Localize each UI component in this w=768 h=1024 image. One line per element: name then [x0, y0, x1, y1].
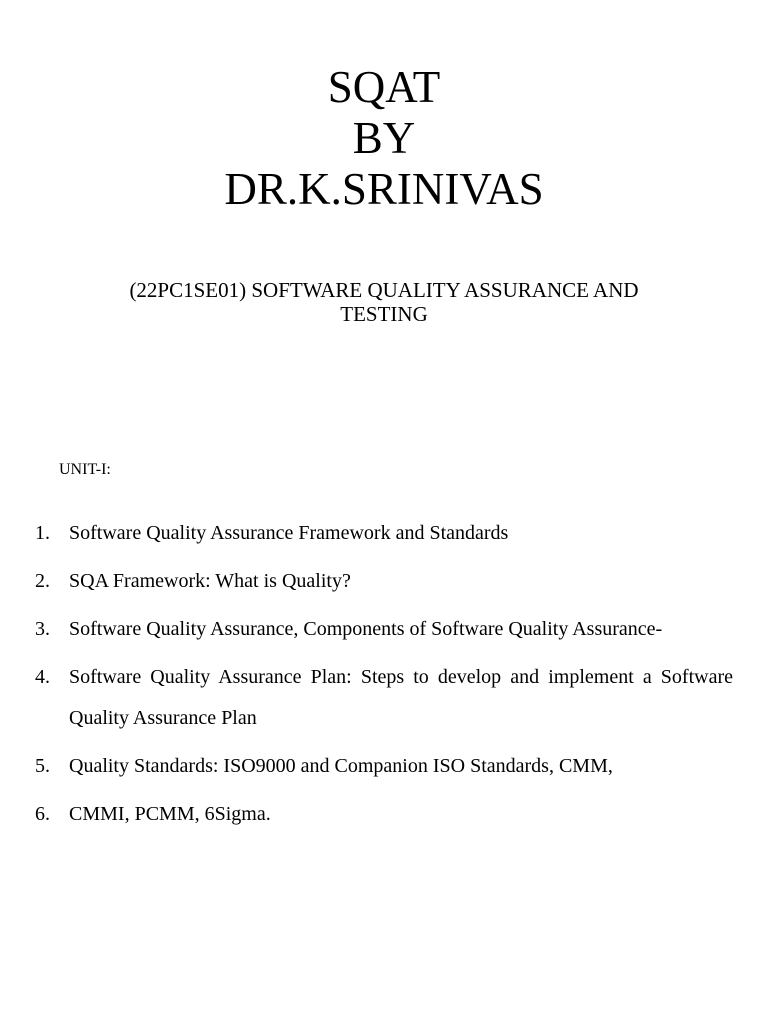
- list-item-text: CMMI, PCMM, 6Sigma.: [69, 803, 271, 825]
- list-item-number: 3.: [35, 618, 50, 640]
- list-item: [30, 746, 733, 787]
- list-item-text: Software Quality Assurance Framework and Standards: [69, 522, 509, 544]
- list-item-number: 1.: [35, 522, 50, 544]
- list-item-text: SQA Framework: What is Quality?: [69, 570, 351, 592]
- list-item: [30, 794, 733, 835]
- title-line-3: DR.K.SRINIVAS: [224, 164, 544, 214]
- course-subtitle: (22PC1SE01) SOFTWARE QUALITY ASSURANCE AND TESTING: [129, 278, 639, 326]
- list-item-text: Software Quality Assurance Plan: Steps to develop and implement a Software Quality Assurance Plan: [69, 666, 733, 729]
- unit-heading: UNIT-I:: [59, 461, 111, 478]
- title-line-2: BY: [352, 113, 416, 163]
- list-item-number: 4.: [35, 666, 50, 688]
- list-item-number: 2.: [35, 570, 50, 592]
- list-item: [30, 513, 733, 554]
- list-item: [30, 561, 733, 602]
- list-item-text: Quality Standards: ISO9000 and Companion ISO Standards, CMM,: [69, 755, 613, 777]
- list-item-number: 6.: [35, 803, 50, 825]
- title-line-1: SQAT: [327, 62, 441, 112]
- topic-list: [30, 513, 733, 842]
- list-item-text: Software Quality Assurance, Components of Software Quality Assurance-: [69, 618, 663, 640]
- list-item-number: 5.: [35, 755, 50, 777]
- list-item: [30, 609, 733, 650]
- title-block: [0, 62, 768, 215]
- list-item: [30, 657, 733, 739]
